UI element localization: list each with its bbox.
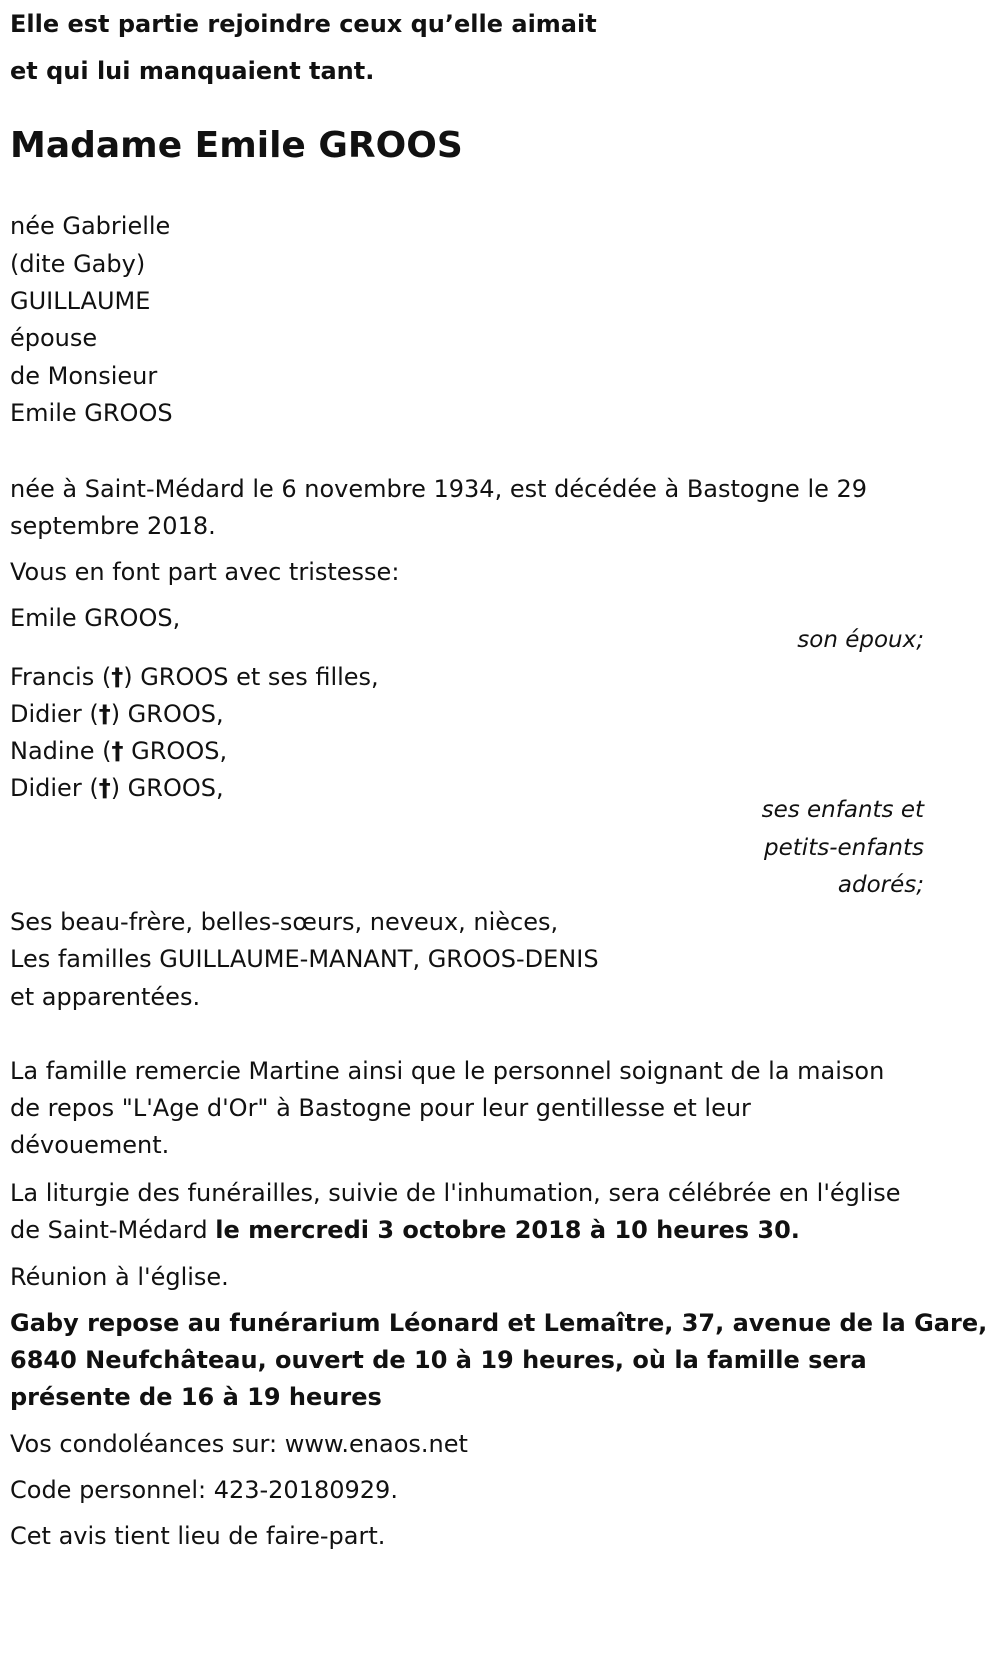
liturgy-place: de Saint-Médard [10, 1216, 216, 1244]
announcement: Vous en font part avec tristesse: [10, 558, 400, 586]
spouse-name: Emile GROOS, [10, 604, 181, 632]
spouse-role: son époux; [797, 627, 924, 653]
identity-line: née Gabrielle [10, 212, 171, 240]
child-name-part: GROOS, [123, 737, 228, 765]
identity-line: de Monsieur [10, 362, 158, 390]
cross-icon: † [98, 700, 111, 728]
children-role-line-1: ses enfants et [761, 797, 924, 823]
child-line [10, 768, 224, 808]
meeting-note: Réunion à l'église. [10, 1263, 229, 1291]
footer-note: Cet avis tient lieu de faire-part. [10, 1522, 386, 1550]
child-line [10, 657, 379, 697]
cross-icon: † [98, 774, 111, 802]
family-line: et apparentées. [10, 983, 201, 1011]
birth-death-line-1: née à Saint-Médard le 6 novembre 1934, est décédée à Bastogne le 29 [10, 475, 868, 503]
thanks-line: dévouement. [10, 1131, 170, 1159]
children-role-line-3: adorés; [837, 872, 924, 898]
page-title: Madame Emile GROOS [10, 125, 463, 166]
identity-line: épouse [10, 324, 98, 352]
intro-line-2: et qui lui manquaient tant. [10, 57, 375, 85]
funerarium-line: présente de 16 à 19 heures [10, 1383, 382, 1411]
birth-death-line-2: septembre 2018. [10, 512, 216, 540]
child-name-part: ) GROOS, [110, 700, 224, 728]
condolences-line: Vos condoléances sur: www.enaos.net [10, 1430, 468, 1458]
family-line: Ses beau-frère, belles-sœurs, neveux, nièces, [10, 908, 559, 936]
identity-line: Emile GROOS [10, 399, 173, 427]
child-name-part: ) GROOS, [110, 774, 224, 802]
child-name-part: Didier ( [10, 700, 99, 728]
intro-line-1: Elle est partie rejoindre ceux qu’elle aimait [10, 10, 597, 38]
funerarium-line: 6840 Neufchâteau, ouvert de 10 à 19 heures, où la famille sera [10, 1346, 867, 1374]
cross-icon: † [111, 663, 124, 691]
child-line [10, 731, 227, 771]
child-name-part: Francis ( [10, 663, 112, 691]
child-name-part: Nadine ( [10, 737, 112, 765]
child-line [10, 694, 224, 734]
identity-line: GUILLAUME [10, 287, 151, 315]
identity-line: (dite Gaby) [10, 250, 146, 278]
liturgy-line-2 [10, 1210, 800, 1250]
liturgy-line-1: La liturgie des funérailles, suivie de l'inhumation, sera célébrée en l'église [10, 1179, 901, 1207]
liturgy-date: le mercredi 3 octobre 2018 à 10 heures 30. [215, 1216, 800, 1244]
child-name-part: Didier ( [10, 774, 99, 802]
children-role-line-2: petits-enfants [764, 835, 924, 861]
cross-icon: † [111, 737, 124, 765]
child-name-part: ) GROOS et ses filles, [123, 663, 379, 691]
thanks-line: La famille remercie Martine ainsi que le personnel soignant de la maison [10, 1057, 885, 1085]
thanks-line: de repos "L'Age d'Or" à Bastogne pour leur gentillesse et leur [10, 1094, 751, 1122]
personal-code: Code personnel: 423-20180929. [10, 1476, 398, 1504]
family-line: Les familles GUILLAUME-MANANT, GROOS-DENIS [10, 945, 599, 973]
funerarium-line: Gaby repose au funérarium Léonard et Lemaître, 37, avenue de la Gare, [10, 1309, 988, 1337]
